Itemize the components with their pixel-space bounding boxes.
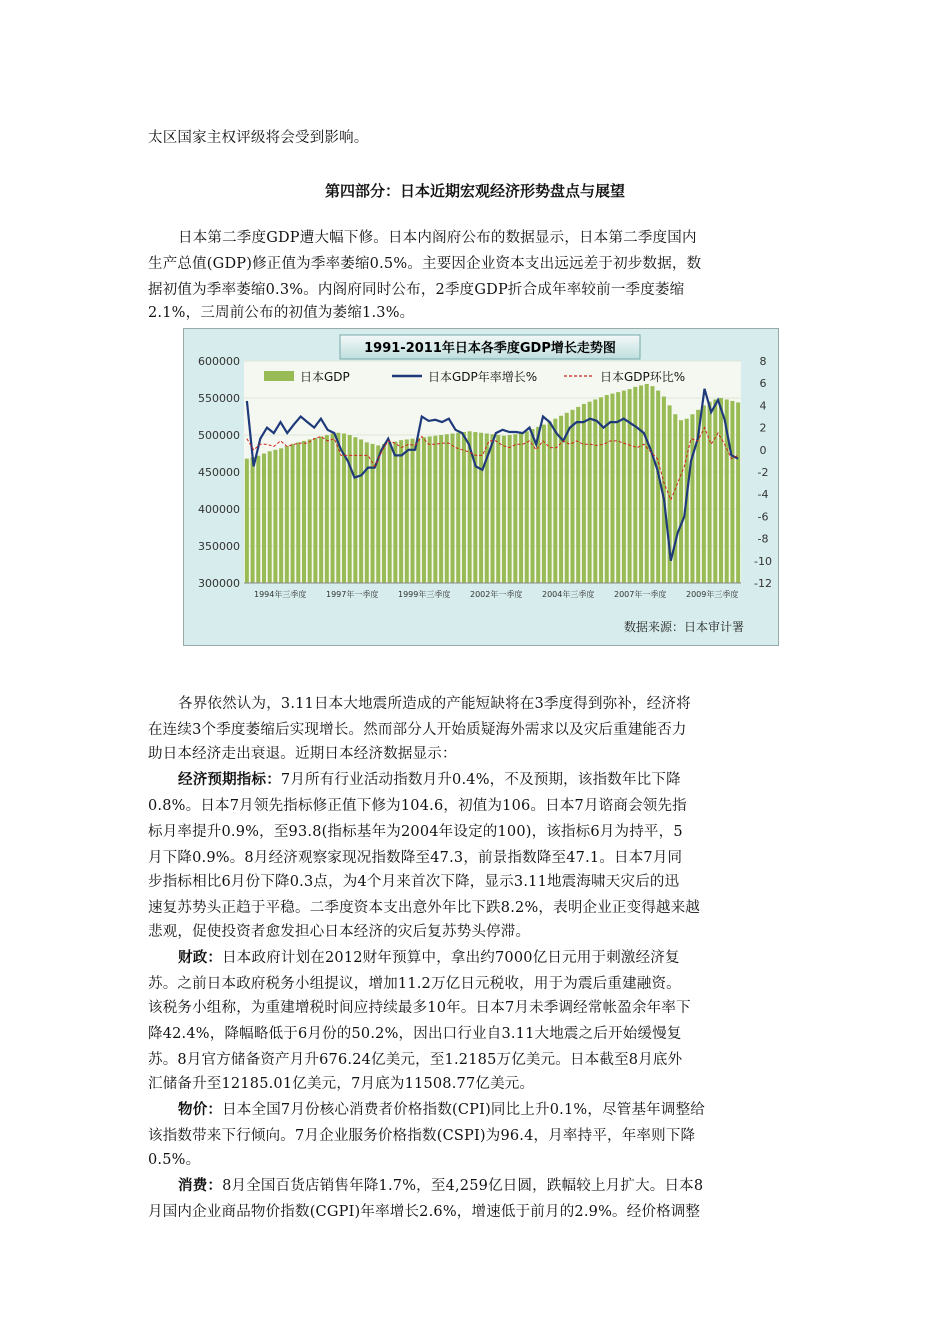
right-tick-label: -6 [757, 510, 769, 524]
legend-label-gdp: 日本GDP [300, 370, 350, 384]
gdp-bar [508, 435, 512, 583]
gdp-bar [730, 401, 734, 583]
legend-swatch-gdp [264, 371, 294, 381]
gdp-bar [679, 420, 683, 583]
text-line: 在连续3个季度萎缩后实现增长。然而部分人开始质疑海外需求以及灾后重建能否力 [148, 722, 687, 738]
gdp-bar [639, 385, 643, 583]
text-line: 助日本经济走出衰退。近期日本经济数据显示： [148, 746, 457, 762]
right-tick-label: -10 [754, 554, 772, 568]
gdp-bar [530, 429, 534, 583]
text-line: 0.8%。日本7月领先指标修正值下修为104.6，初值为106。日本7月谘商会领先指 [148, 798, 687, 814]
left-tick-label: 450000 [198, 466, 240, 479]
gdp-bar [371, 444, 375, 583]
gdp-bar [451, 434, 455, 583]
text-line: 消费：8月全国百货店销售年降1.7%，至4,259亿日圆，跌幅较上月扩大。日本8 [178, 1177, 704, 1194]
gdp-bar [502, 436, 506, 583]
chart-title: 1991-2011年日本各季度GDP增长走势图 [364, 341, 616, 356]
text-line: 日本第二季度GDP遭大幅下修。日本内阁府公布的数据显示，日本第二季度国内 [178, 230, 697, 246]
text-line: 月国内企业商品物价指数(CGPI)年率增长2.6%，增速低于前月的2.9%。经价格调整 [148, 1204, 701, 1220]
gdp-bar [268, 451, 272, 583]
text-line: 各界依然认为，3.11日本大地震所造成的产能短缺将在3季度得到弥补，经济将 [178, 696, 691, 712]
gdp-bar [673, 414, 677, 583]
gdp-bar [713, 399, 717, 583]
left-tick-label: 550000 [198, 392, 240, 405]
x-tick-label: 1994年三季度 [254, 590, 307, 599]
left-tick-label: 500000 [198, 429, 240, 442]
gdp-bar [336, 433, 340, 583]
gdp-bar [348, 435, 352, 583]
gdp-chart-svg [184, 329, 778, 645]
gdp-bar [588, 402, 592, 583]
text-line: 据初值为季率萎缩0.3%。内阁府同时公布，2季度GDP折合成年率较前一季度萎缩 [148, 282, 685, 298]
gdp-bar [256, 456, 260, 583]
gdp-bar [251, 457, 255, 583]
text-line: 0.5%。 [148, 1152, 201, 1168]
left-tick-label: 400000 [198, 503, 240, 516]
right-tick-label: -2 [757, 466, 769, 479]
left-tick-label: 300000 [198, 577, 240, 590]
gdp-bar [365, 442, 369, 583]
right-tick-label: 4 [759, 399, 767, 413]
gdp-bar [291, 444, 295, 583]
gdp-bar [542, 425, 546, 583]
legend [264, 369, 685, 384]
gdp-bar [428, 436, 432, 583]
x-tick-label: 1999年三季度 [398, 590, 451, 599]
gdp-bar [313, 438, 317, 583]
gdp-bar [382, 444, 386, 583]
text-line: 汇储备升至12185.01亿美元，7月底为11508.77亿美元。 [148, 1076, 535, 1092]
gdp-bar [273, 450, 277, 583]
right-tick-label: 0 [759, 443, 767, 457]
left-axis [198, 355, 240, 590]
gdp-bar [325, 435, 329, 583]
legend-label-qoq: 日本GDP环比% [600, 370, 686, 384]
text-line: 速复苏势头正趋于平稳。二季度资本支出意外年比下跌8.2%，表明企业正变得越来越 [148, 900, 701, 916]
text-line: 2.1%，三周前公布的初值为萎缩1.3%。 [148, 305, 415, 321]
gdp-bar [536, 427, 540, 583]
gdp-bar [245, 459, 249, 583]
label-consume: 消费： [178, 1177, 223, 1194]
right-axis [754, 355, 772, 590]
gdp-bar [308, 439, 312, 583]
text-line: 经济预期指标：7月所有行业活动指数月升0.4%，不及预期，该指数年比下降 [178, 771, 681, 788]
gdp-bar [456, 433, 460, 583]
text-line: 该指数带来下行倾向。7月企业服务价格指数(CSPI)为96.4，月率持平，年率则下降 [148, 1128, 696, 1144]
gdp-bar [331, 434, 335, 583]
right-tick-label: -12 [754, 577, 772, 590]
right-tick-label: 2 [759, 421, 767, 435]
text-line: 生产总值(GDP)修正值为季率萎缩0.5%。主要因企业资本支出远远差于初步数据，数 [148, 256, 702, 272]
gdp-bar [513, 434, 517, 583]
right-tick-label: -4 [757, 488, 769, 502]
gdp-bar [736, 402, 740, 583]
gdp-bar [285, 446, 289, 583]
gdp-bar [593, 399, 597, 583]
text-line: 悲观，促使投资者愈发担心日本经济的灾后复苏势头停滞。 [148, 924, 531, 940]
gdp-bar [411, 439, 415, 583]
x-tick-label: 2007年一季度 [614, 590, 667, 599]
gdp-bar [582, 404, 586, 583]
gdp-bar [519, 433, 523, 583]
gdp-bar [656, 391, 660, 583]
gdp-chart [183, 328, 779, 646]
label-expect: 经济预期指标： [178, 771, 281, 788]
right-tick-label: 8 [759, 355, 767, 368]
text-line: 太区国家主权评级将会受到影响。 [148, 130, 369, 146]
gdp-bar [525, 431, 529, 583]
gdp-bar [353, 437, 357, 583]
gdp-bar [439, 435, 443, 583]
gdp-bar [628, 389, 632, 583]
legend-label-yoy: 日本GDP年率增长% [428, 370, 538, 384]
label-price: 物价： [178, 1101, 223, 1118]
gdp-bar [319, 436, 323, 583]
gdp-bar [576, 407, 580, 583]
text-line: 物价：日本全国7月份核心消费者价格指数(CPI)同比上升0.1%，尽管基年调整给 [178, 1101, 705, 1118]
x-tick-label: 2009年三季度 [686, 590, 739, 599]
text-line: 月下降0.9%。8月经济观察家现况指数降至47.3，前景指数降至47.1。日本7月同 [148, 850, 683, 866]
text-line: 标月率提升0.9%，至93.8(指标基年为2004年设定的100)，该指标6月为持平，5 [148, 824, 683, 840]
text-line: 该税务小组称，为重建增税时间应持续最多10年。日本7月未季调经常帐盈余年率下 [148, 1000, 691, 1016]
left-tick-label: 600000 [198, 355, 240, 368]
text-line: 步指标相比6月份下降0.3点，为4个月来首次下降，显示3.11地震海啸天灾后的迅 [148, 874, 680, 890]
text-line: 降42.4%，降幅略低于6月份的50.2%，因出口行业自3.11大地震之后开始缓慢复 [148, 1026, 682, 1042]
gdp-bar [553, 419, 557, 583]
gdp-bar [399, 440, 403, 583]
gdp-bar [433, 436, 437, 583]
gdp-bar [296, 442, 300, 583]
left-tick-label: 350000 [198, 540, 240, 553]
x-axis [244, 583, 741, 599]
gdp-bar [416, 438, 420, 583]
right-tick-label: -8 [757, 532, 769, 546]
gdp-bar [262, 454, 266, 584]
text-line: 苏。之前日本政府税务小组提议，增加11.2万亿日元税收，用于为震后重建融资。 [148, 976, 681, 992]
gdp-bar [376, 445, 380, 583]
gdp-bar [405, 439, 409, 583]
section-heading: 第四部分：日本近期宏观经济形势盘点与展望 [324, 182, 625, 200]
gdp-bar [302, 441, 306, 583]
gdp-bar [359, 439, 363, 583]
gdp-bar [445, 434, 449, 583]
x-tick-label: 2004年三季度 [542, 590, 595, 599]
text-line: 财政：日本政府计划在2012财年预算中，拿出约7000亿日元用于刺激经济复 [178, 949, 680, 966]
right-tick-label: 6 [759, 377, 767, 391]
gdp-bar [279, 448, 283, 583]
chart-source: 数据来源：日本审计署 [623, 620, 744, 634]
gdp-bar [650, 386, 654, 583]
text-line: 苏。8月官方储备资产月升676.24亿美元，至1.2185万亿美元。日本截至8月底外 [148, 1052, 683, 1068]
gdp-bar [708, 402, 712, 583]
gdp-bar [645, 384, 649, 583]
gdp-bar [719, 398, 723, 583]
gdp-bar [496, 435, 500, 583]
gdp-bar [422, 437, 426, 583]
gdp-bar [388, 442, 392, 583]
x-tick-label: 1997年一季度 [326, 590, 379, 599]
gdp-bar [393, 442, 397, 583]
gdp-bar [462, 432, 466, 583]
x-tick-label: 2002年一季度 [470, 590, 523, 599]
gdp-bar [570, 410, 574, 583]
gdp-bar [633, 387, 637, 583]
gdp-bar [491, 434, 495, 583]
label-fiscal: 财政： [178, 949, 223, 966]
